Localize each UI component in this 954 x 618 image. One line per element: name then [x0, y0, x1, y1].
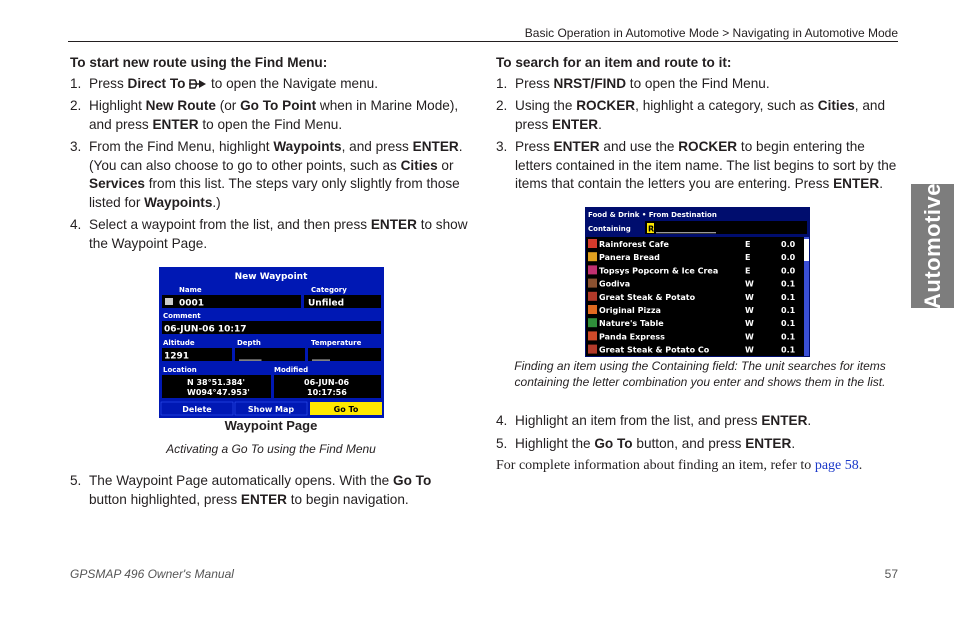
result-direction: E [745, 266, 751, 276]
go-to-button[interactable]: Go To [333, 405, 359, 414]
result-direction: W [745, 292, 754, 302]
right-step-5: 5. Highlight the Go To button, and press ENTER. [496, 435, 796, 451]
find-menu-screen [585, 207, 810, 357]
right-column-continued [496, 412, 900, 476]
depth-value: _____ [239, 351, 262, 362]
category-icon [588, 331, 597, 340]
left-step-5: 5. The Waypoint Page automatically opens. With the Go To button highlighted, press ENTER to begin navigation. [70, 473, 432, 507]
depth-label: Depth [237, 339, 261, 347]
category-icon [588, 345, 597, 354]
direct-to-icon [189, 79, 207, 89]
result-name: Panda Express [599, 332, 665, 342]
right-steps [496, 75, 900, 194]
right-heading: To search for an item and route to it: [496, 55, 732, 70]
find-title: Food & Drink • From Destination [588, 211, 717, 219]
result-name: Nature's Table [599, 319, 664, 329]
name-label: Name [179, 286, 202, 294]
result-direction: E [745, 240, 751, 249]
result-distance: 0.0 [781, 253, 796, 263]
waypoint-title: New Waypoint [234, 272, 308, 282]
altitude-value: 1291 [164, 351, 190, 362]
left-step-1: 1. Press Direct To to open the Navigate menu. [70, 75, 379, 91]
category-icon [588, 318, 597, 327]
breadcrumb: Basic Operation in Automotive Mode > Navigating in Automotive Mode [524, 26, 898, 40]
waypoint-figure-title: Waypoint Page [224, 418, 318, 433]
category-label: Category [311, 286, 347, 294]
footer-manual-title: GPSMAP 496 Owner's Manual [70, 567, 234, 581]
left-heading: To start new route using the Find Menu: [70, 55, 328, 70]
category-icon [588, 279, 597, 288]
category-value: Unfiled [308, 298, 345, 309]
result-distance: 0.1 [781, 319, 796, 329]
altitude-label: Altitude [163, 339, 195, 347]
result-distance: 0.1 [781, 306, 796, 315]
containing-placeholder: _______________ [656, 224, 716, 234]
temperature-value: ____ [312, 351, 330, 362]
temperature-label: Temperature [311, 339, 362, 347]
more-info-text: For complete information about finding an item, refer to page 58. [496, 458, 863, 473]
containing-value[interactable]: R [648, 224, 655, 234]
result-distance: 0.0 [781, 240, 796, 249]
category-icon [588, 239, 597, 248]
result-direction: W [745, 306, 754, 315]
result-name: Great Steak & Potato Co [599, 345, 710, 355]
comment-label: Comment [163, 312, 201, 320]
name-value: 0001 [179, 298, 205, 309]
result-name: Panera Bread [599, 253, 660, 263]
result-name: Rainforest Cafe [599, 240, 669, 249]
right-figure-caption: Finding an item using the Containing field: The unit searches for items containing the letter combination you enter and shows them in the list. [514, 359, 886, 389]
section-tab-label: Automotive [919, 183, 945, 309]
section-tab-automotive [911, 184, 954, 308]
result-distance: 0.1 [781, 292, 796, 302]
left-column-continued [70, 472, 470, 513]
result-distance: 0.0 [781, 266, 796, 276]
location-lon: W094°47.953' [187, 388, 250, 397]
result-name: Original Pizza [599, 306, 661, 315]
waypoint-page-screen [159, 267, 384, 418]
left-column [70, 54, 470, 257]
category-icon [588, 265, 597, 274]
footer-page-number: 57 [884, 567, 898, 581]
left-figure-caption: Activating a Go To using the Find Menu [166, 442, 376, 456]
left-step-2: 2. Highlight New Route (or Go To Point when in Marine Mode), and press ENTER to open the Find Menu. [70, 98, 459, 132]
result-direction: W [745, 345, 754, 355]
right-column [496, 54, 900, 198]
modified-time: 10:17:56 [307, 388, 347, 397]
modified-date: 06-JUN-06 [304, 378, 350, 387]
page-58-link[interactable]: page 58 [814, 458, 859, 473]
left-steps [70, 75, 470, 254]
result-direction: W [745, 319, 754, 329]
comment-value: 06-JUN-06 10:17 [164, 324, 247, 335]
show-map-button[interactable]: Show Map [247, 405, 295, 414]
modified-label: Modified [274, 366, 309, 374]
location-lat: N 38°51.384' [187, 378, 245, 387]
right-step-2: 2. Using the ROCKER, highlight a category, such as Cities, and press ENTER. [496, 98, 886, 132]
result-direction: W [745, 332, 754, 342]
result-direction: W [745, 279, 754, 289]
right-step-1: 1. Press NRST/FIND to open the Find Menu. [496, 75, 770, 91]
left-step-4: 4. Select a waypoint from the list, and then press ENTER to show the Waypoint Page. [70, 217, 468, 251]
result-name: Godiva [599, 279, 631, 289]
category-icon [588, 305, 597, 314]
left-step-3: 3. From the Find Menu, highlight Waypoints, and press ENTER. (You can also choose to go to other points, such as Cities or Services from this list. The steps vary only slightly from those listed for Waypoints.) [70, 139, 463, 210]
right-step-4: 4. Highlight an item from the list, and press ENTER. [496, 413, 812, 428]
containing-label: Containing [588, 225, 631, 233]
result-distance: 0.1 [781, 279, 796, 289]
right-step-3: 3. Press ENTER and use the ROCKER to begin entering the letters contained in the item name. The list begins to sort by the items that contain the letters you are entering. Press ENTER. [496, 139, 897, 191]
delete-button[interactable]: Delete [182, 405, 212, 414]
category-icon [588, 252, 597, 261]
category-icon [588, 292, 597, 301]
result-distance: 0.1 [781, 345, 796, 355]
waypoint-flag-icon [165, 298, 173, 305]
header-rule [68, 41, 898, 42]
result-distance: 0.1 [781, 332, 796, 342]
result-name: Great Steak & Potato [599, 292, 696, 302]
result-direction: E [745, 253, 751, 263]
location-label: Location [163, 366, 197, 374]
result-name: Topsys Popcorn & Ice Crea [599, 266, 719, 276]
